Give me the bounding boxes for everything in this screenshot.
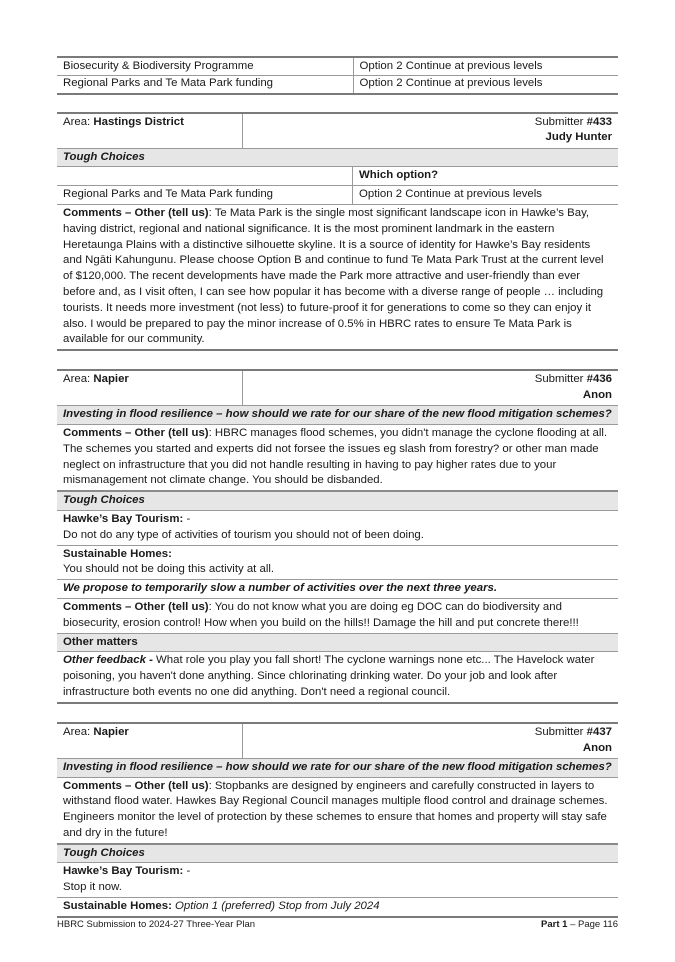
tourism-value: - [183, 865, 191, 878]
submission-header [57, 724, 618, 758]
tourism-label: Hawke’s Bay Tourism: [63, 865, 184, 878]
section-heading [57, 490, 618, 510]
tourism-row [57, 510, 618, 545]
footer-title: HBRC Submission to 2024-27 Three-Year Plan [57, 919, 256, 930]
tough-choices-heading: Tough Choices [63, 846, 145, 859]
tourism-comment: Do not do any type of activities of tourism you should not of been doing. [63, 528, 424, 541]
submitter-label: Submitter [534, 725, 587, 738]
comments-block [57, 598, 618, 633]
section-heading [57, 843, 618, 863]
comments-label: Comments – Other (tell us) [63, 206, 209, 219]
feedback-text: What role you play you fall short! The cyclone warnings none etc... The Havelock water poisoning, you haven't done anything. Since chlorinating drinking water. Do your job and look after infrastructure both events no one did anything. Don't need a regional council. [63, 654, 595, 698]
submitter-cell [243, 114, 618, 148]
homes-row [57, 897, 618, 916]
table-row [57, 75, 618, 93]
page-number [541, 917, 618, 933]
area-cell [57, 371, 243, 405]
homes-label: Sustainable Homes: [63, 900, 172, 913]
part-label: Part 1 [541, 919, 568, 930]
comments-text: : Te Mata Park is the single most significant landscape icon in Hawke’s Bay, having district, regional and national significance. It is the most prominent landmark in the eastern Heretaunga Plains with a distinctive silhouette skyline. It is a source of identity for Hawke’s Bay residents and Ngāti Kahungunu. Please choose Option B and continue to fund Te Mata Park Trust at the current level of $120,000. The recent developments have made the Park more attractive and user-friendly than ever before and, as I visit often, I can see how popular it has become with a diverse range of people … including tourists. It needs more investment (not less) to future-proof it for generations to come so they can enjoy it also. I would be prepared to pay the minor increase of 0.5% in HBRC rates to ensure Te Mata Park is available for our community. [63, 206, 604, 346]
comments-text: : Stopbanks are designed by engineers and carefully constructed in layers to withstand flood water. Hawkes Bay Regional Council manages multiple flood control and drainage schemes. Engineers monitor the level of protection by these schemes to ensure that homes and property will stay safe and dry in the future! [63, 779, 608, 839]
other-matters-heading: Other matters [63, 635, 138, 648]
which-option-header [57, 166, 618, 185]
area-value: Napier [93, 725, 129, 738]
comments-label: Comments – Other (tell us) [63, 600, 209, 613]
homes-value: Option 1 (preferred) Stop from July 2024 [175, 900, 380, 913]
activity-cell: Regional Parks and Te Mata Park funding [57, 186, 353, 204]
submitter-name: Anon [582, 388, 612, 401]
area-cell [57, 724, 243, 758]
feedback-block [57, 651, 618, 701]
comments-text: : You do not know what you are doing eg DOC can do biodiversity and biosecurity, erosion control! How when you build on the hills!! Damage the hill and put concrete there!!! [63, 600, 579, 629]
section-heading [57, 633, 618, 652]
submitter-number: #433 [586, 115, 612, 128]
tough-choices-heading: Tough Choices [63, 494, 145, 507]
flood-resilience-heading: Investing in flood resilience – how should we rate for our share of the new flood mitigation schemes? [63, 408, 612, 421]
document-page [57, 56, 618, 918]
area-cell [57, 114, 243, 148]
submitter-cell [243, 371, 618, 405]
page-label: – Page 116 [567, 919, 618, 930]
submitter-name: Judy Hunter [545, 131, 612, 144]
submitter-number: #437 [586, 725, 612, 738]
carryover-options-table [57, 56, 618, 95]
submission-header [57, 371, 618, 405]
comments-label: Comments – Other (tell us) [63, 426, 209, 439]
feedback-label: Other feedback - [63, 654, 153, 667]
submitter-label: Submitter [534, 115, 587, 128]
area-label: Area: [63, 115, 94, 128]
submitter-label: Submitter [534, 373, 587, 386]
area-value: Hastings District [93, 115, 184, 128]
page-footer [57, 917, 618, 933]
section-heading [57, 758, 618, 777]
submission-header [57, 114, 618, 148]
table-row [57, 57, 618, 75]
comments-block [57, 424, 618, 490]
option-cell: Option 2 Continue at previous levels [359, 188, 542, 201]
comments-block [57, 204, 618, 349]
area-value: Napier [93, 373, 129, 386]
area-label: Area: [63, 725, 94, 738]
which-option-label: Which option? [359, 169, 439, 182]
section-heading [57, 148, 618, 167]
slow-activities-heading: We propose to temporarily slow a number of activities over the next three years. [63, 582, 498, 595]
flood-resilience-heading: Investing in flood resilience – how should we rate for our share of the new flood mitigation schemes? [63, 760, 612, 773]
tourism-label: Hawke’s Bay Tourism: [63, 512, 184, 525]
comments-label: Comments – Other (tell us) [63, 779, 209, 792]
submitter-number: #436 [586, 373, 612, 386]
comments-text: : HBRC manages flood schemes, you didn't manage the cyclone flooding at all. The schemes you started and experts did not forsee the issues eg slash from forestry? or other man made neglect on infrastructure that you did not handle resulting in having to pay higher rates due to your mismanagement not climate change. You should be disbanded. [63, 426, 608, 487]
table-row [57, 185, 618, 204]
empty-cell [57, 167, 353, 185]
submission-437 [57, 722, 618, 918]
submitter-name: Anon [582, 741, 612, 754]
homes-comment: You should not be doing this activity at all. [63, 563, 275, 576]
comments-block [57, 777, 618, 843]
tourism-row [57, 862, 618, 897]
activity-cell: Regional Parks and Te Mata Park funding [57, 75, 353, 93]
section-heading [57, 579, 618, 598]
homes-label: Sustainable Homes: [63, 547, 172, 560]
tourism-value: - [183, 512, 191, 525]
submission-436 [57, 369, 618, 704]
section-heading [57, 405, 618, 424]
tough-choices-heading: Tough Choices [63, 150, 145, 163]
tourism-comment: Stop it now. [63, 881, 122, 894]
option-cell: Option 2 Continue at previous levels [353, 75, 618, 93]
option-cell: Option 2 Continue at previous levels [353, 57, 618, 75]
activity-cell: Biosecurity & Biodiversity Programme [63, 59, 254, 72]
submitter-cell [243, 724, 618, 758]
submission-433 [57, 112, 618, 352]
area-label: Area: [63, 373, 94, 386]
homes-row [57, 545, 618, 580]
